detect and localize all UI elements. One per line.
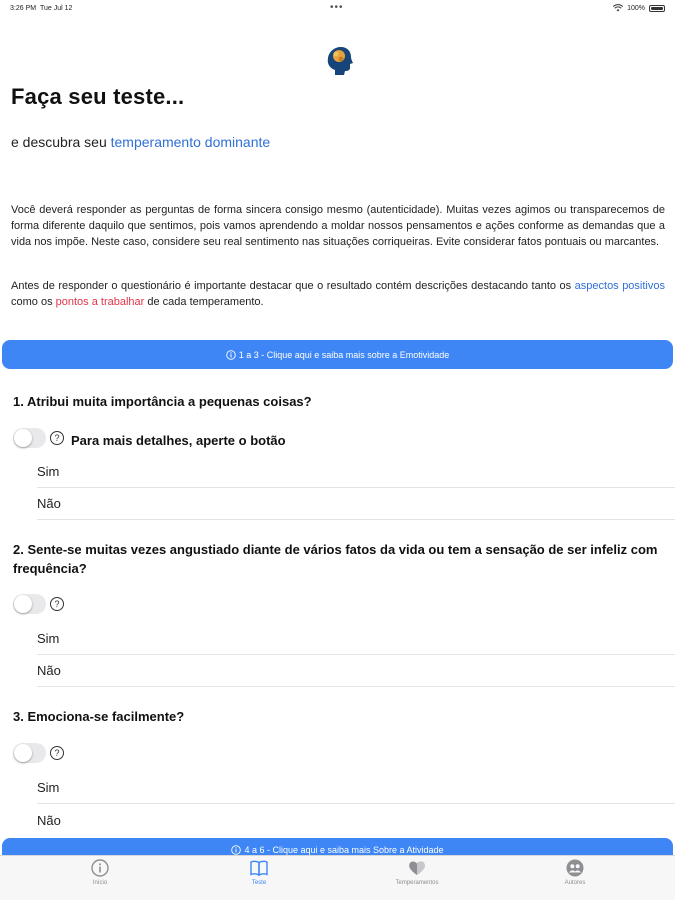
info-icon (90, 858, 110, 878)
question-2-option-nao[interactable]: Não (37, 655, 675, 687)
people-icon (565, 858, 585, 878)
question-3-toggle-row (13, 743, 64, 763)
question-2-option-sim[interactable]: Sim (37, 623, 675, 655)
info-icon (231, 845, 241, 855)
status-time: 3:26 PM Tue Jul 12 (10, 5, 73, 12)
tab-inicio-label: Início (92, 880, 108, 886)
question-2: 2. Sente-se muitas vezes angustiado diante de vários fatos da vida ou tem a sensação de ser infeliz com frequência? (13, 542, 658, 576)
subtitle-accent: temperamento dominante (110, 134, 271, 150)
battery-percent: 100% (627, 4, 645, 12)
question-3-option-sim[interactable]: Sim (37, 772, 675, 804)
emotividade-info-button[interactable] (2, 340, 673, 369)
question-2-details-toggle[interactable] (13, 594, 46, 614)
tab-bar (0, 855, 675, 900)
positive-aspects-text: aspectos positivos (574, 280, 665, 292)
emotividade-info-label: 1 a 3 - Clique aqui e saiba mais sobre a Emotividade (238, 349, 450, 360)
multitasking-dots[interactable]: ••• (330, 2, 344, 13)
wifi-icon (613, 4, 623, 12)
question-1-option-sim[interactable]: Sim (37, 456, 675, 488)
tab-teste[interactable] (199, 858, 319, 886)
question-1-toggle-row (13, 428, 286, 448)
status-bar (0, 0, 675, 18)
tab-inicio[interactable] (40, 858, 160, 886)
status-right (613, 4, 665, 12)
tab-temperamentos[interactable] (357, 858, 477, 886)
atividade-info-label: 4 a 6 - Clique aqui e saiba mais Sobre a Atividade (244, 845, 444, 855)
info-icon (226, 350, 236, 360)
intro-paragraph-2: Antes de responder o questionário é importante destacar que o resultado contém descrições destacando tanto os aspectos positivos como os pontos a trabalhar de cada temperamento. (11, 280, 665, 308)
heart-icon (407, 858, 427, 878)
points-to-work-text: pontos a trabalhar (55, 296, 145, 308)
page-subtitle: e descubra seu temperamento dominante (11, 134, 271, 150)
brain-head-icon (325, 46, 353, 76)
question-1-option-nao[interactable]: Não (37, 488, 675, 520)
tab-autores-label: Autores (564, 880, 586, 886)
intro-paragraph-1: Você deverá responder as perguntas de forma sincera consigo mesmo (autenticidade). Muitas vezes agimos ou transparecemos de forma diferente daquilo que sentimos, pois vamos aprendendo a moldar nossos pensamentos e ações conforme as demandas que a vida nos impõe. Neste caso, considere seu real sentimento nas situações corriqueiras. Evite considerar fatos pontuais ou marcantes. (11, 204, 665, 248)
question-mark-icon: ? (50, 746, 64, 760)
question-3-option-nao[interactable]: Não (37, 812, 61, 828)
battery-icon (649, 5, 665, 12)
question-mark-icon: ? (50, 431, 64, 445)
question-2-toggle-row (13, 594, 64, 614)
tab-temperamentos-label: Temperamentos (395, 880, 439, 886)
question-mark-icon: ? (50, 597, 64, 611)
book-icon (249, 858, 269, 878)
question-1: 1. Atribui muita importância a pequenas coisas? (13, 394, 312, 409)
question-3: 3. Emociona-se facilmente? (13, 709, 185, 724)
tab-autores[interactable] (515, 858, 635, 886)
page-title: Faça seu teste... (11, 84, 185, 109)
question-3-details-toggle[interactable] (13, 743, 46, 763)
question-1-details-toggle[interactable] (13, 428, 46, 448)
tab-teste-label: Teste (251, 880, 267, 886)
details-hint: Para mais detalhes, aperte o botão (71, 432, 286, 448)
